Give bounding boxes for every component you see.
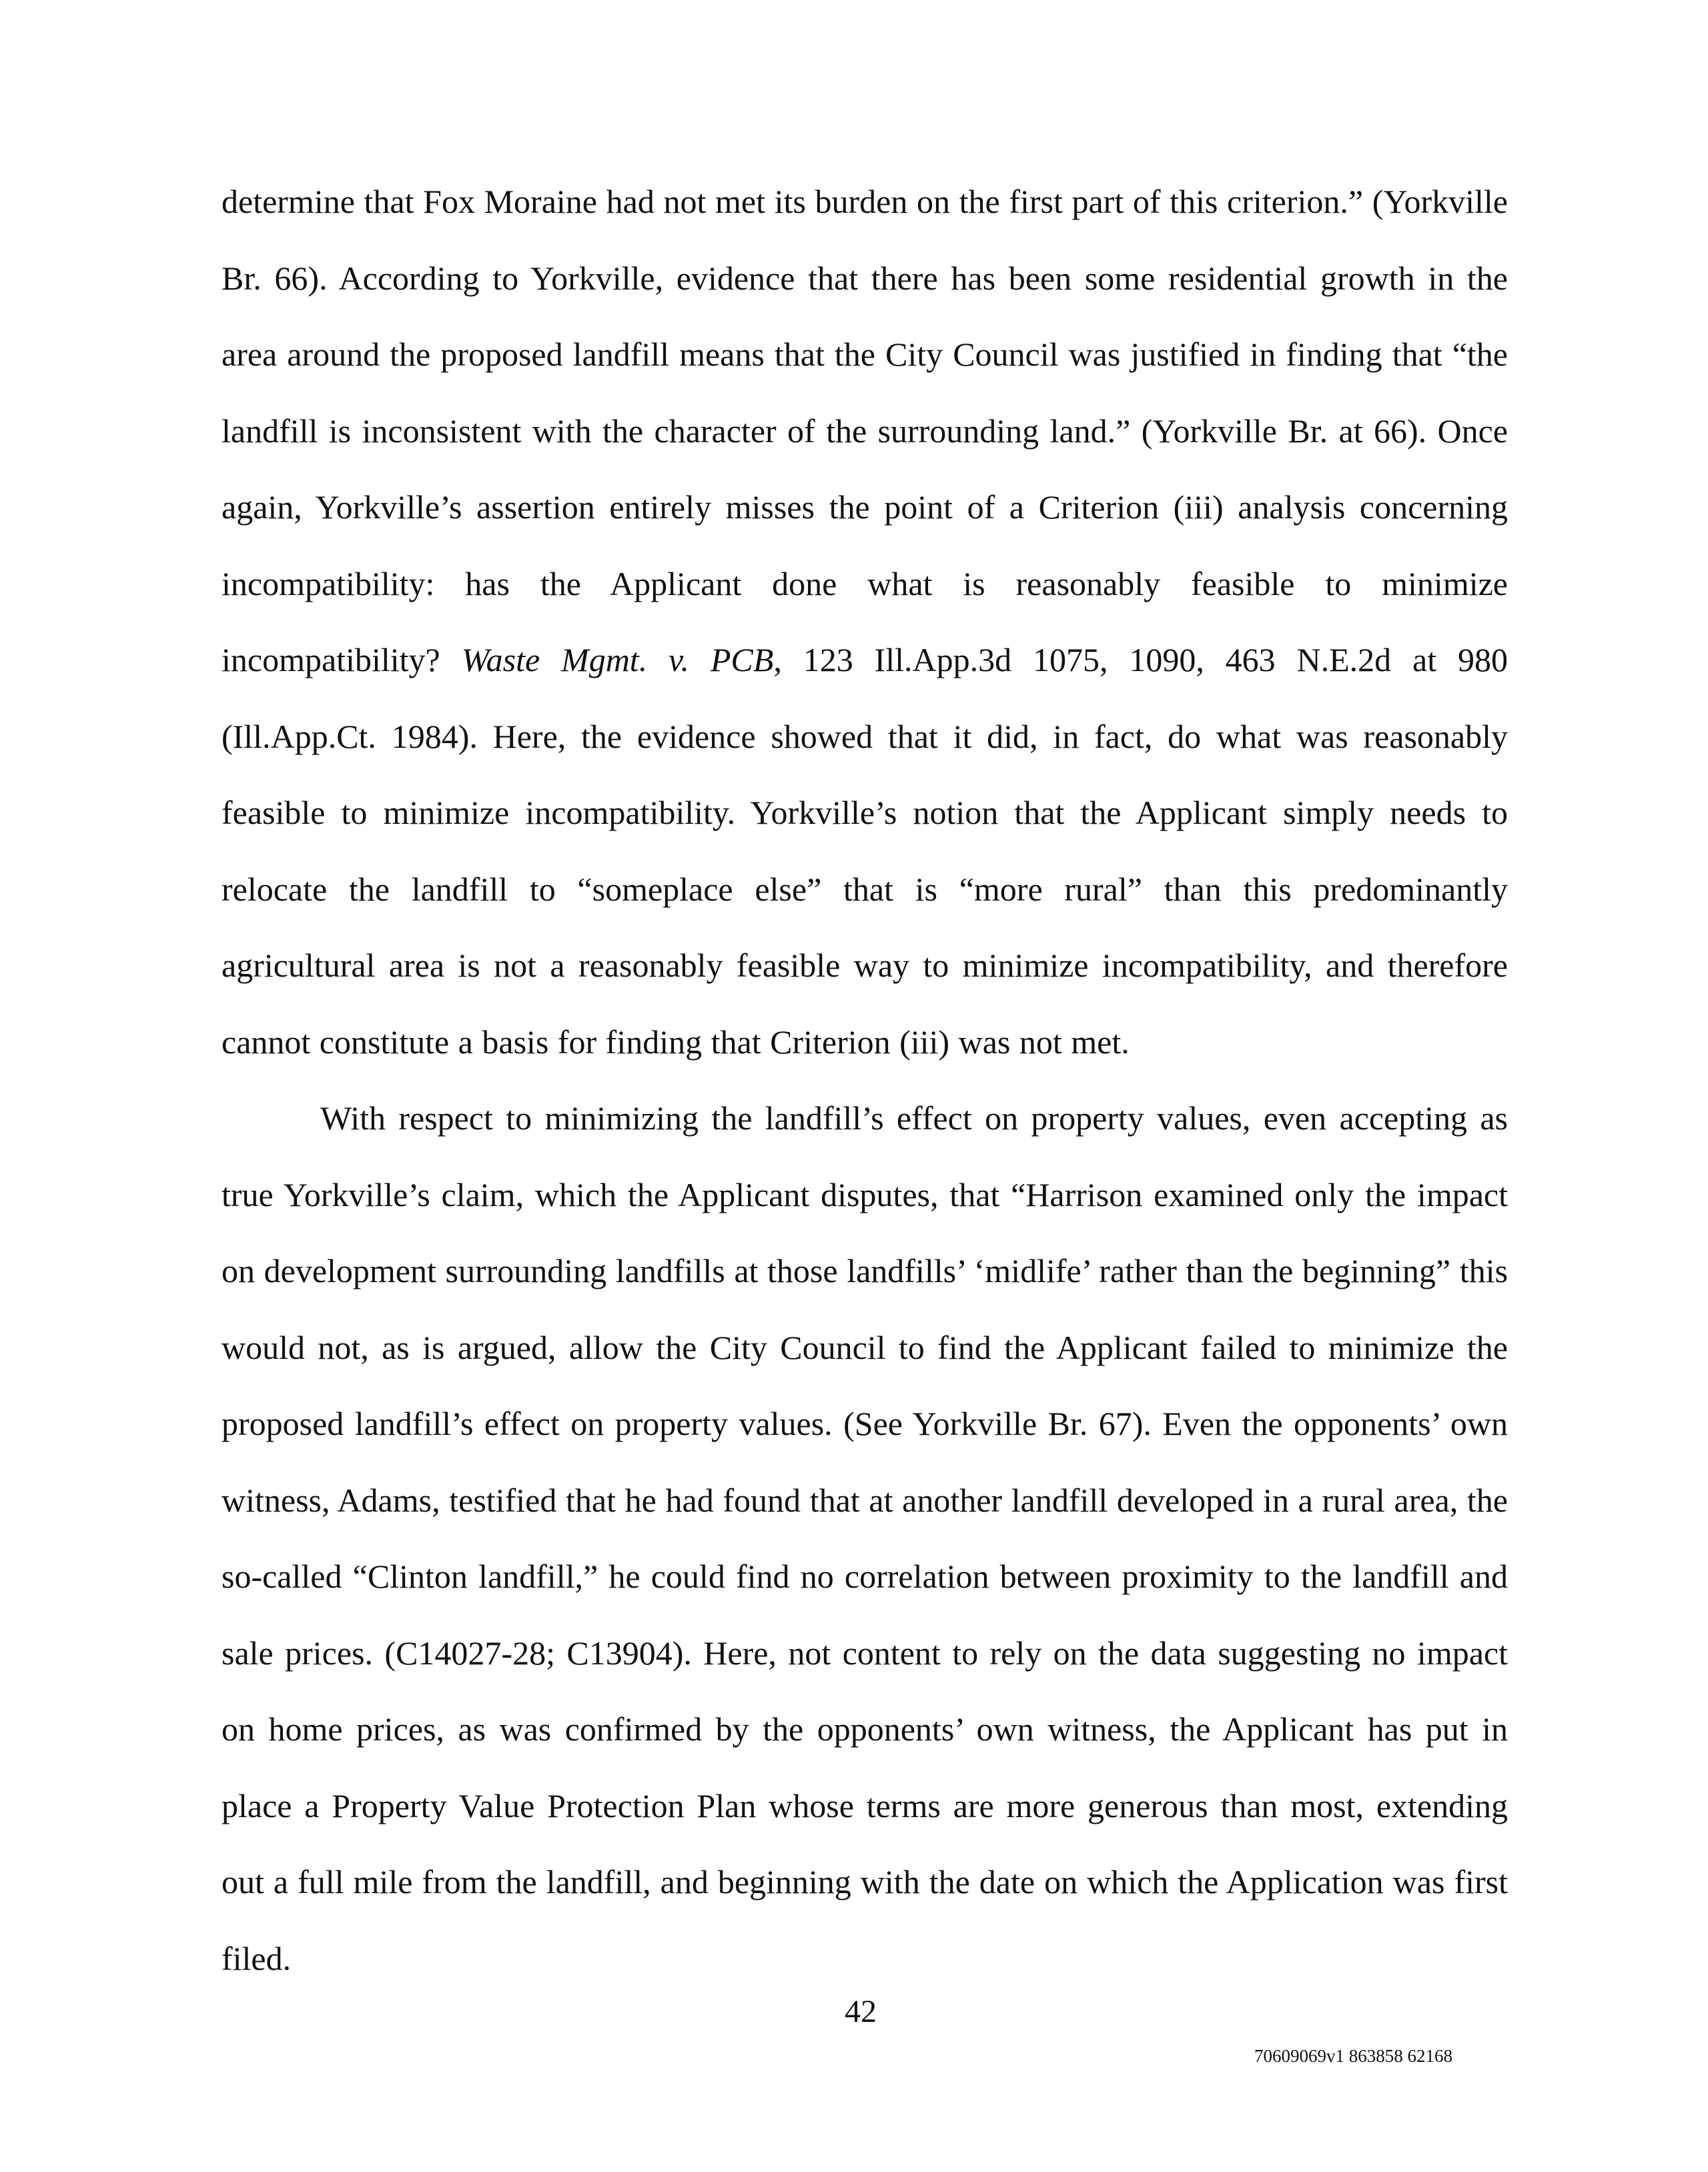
paragraph-2-text: With respect to minimizing the landfill’s effect on property values, even accepting as true Yorkville’s claim, which the Applicant disputes, that “Harrison examined only the impact on development surrounding landfills at those landfills’ ‘midlife’ rather than the beginning” this would not, as is argued, allow the City Council to find the Applicant failed to minimize the proposed landfill’s effect on property values. (See Yorkville Br. 67). Even the opponents’ own witness, Adams, testified that he had found that at another landfill developed in a rural area, the so-called “Clinton landfill,” he could find no correlation between proximity to the landfill and sale prices. (C14027-28; C13904). Here, not content to rely on the data suggesting no impact on home prices, as was confirmed by the opponents’ own witness, the Applicant has put in place a Property Value Protection Plan whose terms are more generous than most, extending out a full mile from the landfill, and beginning with the date on which the Application was first filed.	[222, 1099, 1508, 1977]
page-number: 42	[845, 1994, 877, 2029]
case-citation-waste-mgmt: Waste Mgmt. v. PCB	[461, 641, 774, 678]
paragraph-1-text-b: , 123 Ill.App.3d 1075, 1090, 463 N.E.2d at 980 (Ill.App.Ct. 1984). Here, the evidence showed that it did, in fact, do what was reasonably feasible to minimize incompatibility. Yorkville’s notion that the Applicant simply needs to relocate the landfill to “someplace else” that is “more rural” than this predominantly agricultural area is not a reasonably feasible way to minimize incompatibility, and therefore cannot constitute a basis for finding that Criterion (iii) was not met.	[222, 641, 1508, 1061]
paragraph-1-text-a: determine that Fox Moraine had not met its burden on the first part of this criterion.” (Yorkville Br. 66). According to Yorkville, evidence that there has been some residential growth in the area around the proposed landfill means that the City Council was justified in finding that “the landfill is inconsistent with the character of the surrounding land.” (Yorkville Br. at 66). Once again, Yorkville’s assertion entirely misses the point of a Criterion (iii) analysis concerning incompatibility: has the Applicant done what is reasonably feasible to minimize incompatibility?	[222, 183, 1508, 678]
paragraph-property-values	[222, 1080, 1508, 1997]
paragraph-criterion-iii	[222, 163, 1508, 1080]
document-id: 70609069v1 863858 62168	[1254, 2046, 1452, 2066]
body-text	[222, 163, 1508, 1997]
